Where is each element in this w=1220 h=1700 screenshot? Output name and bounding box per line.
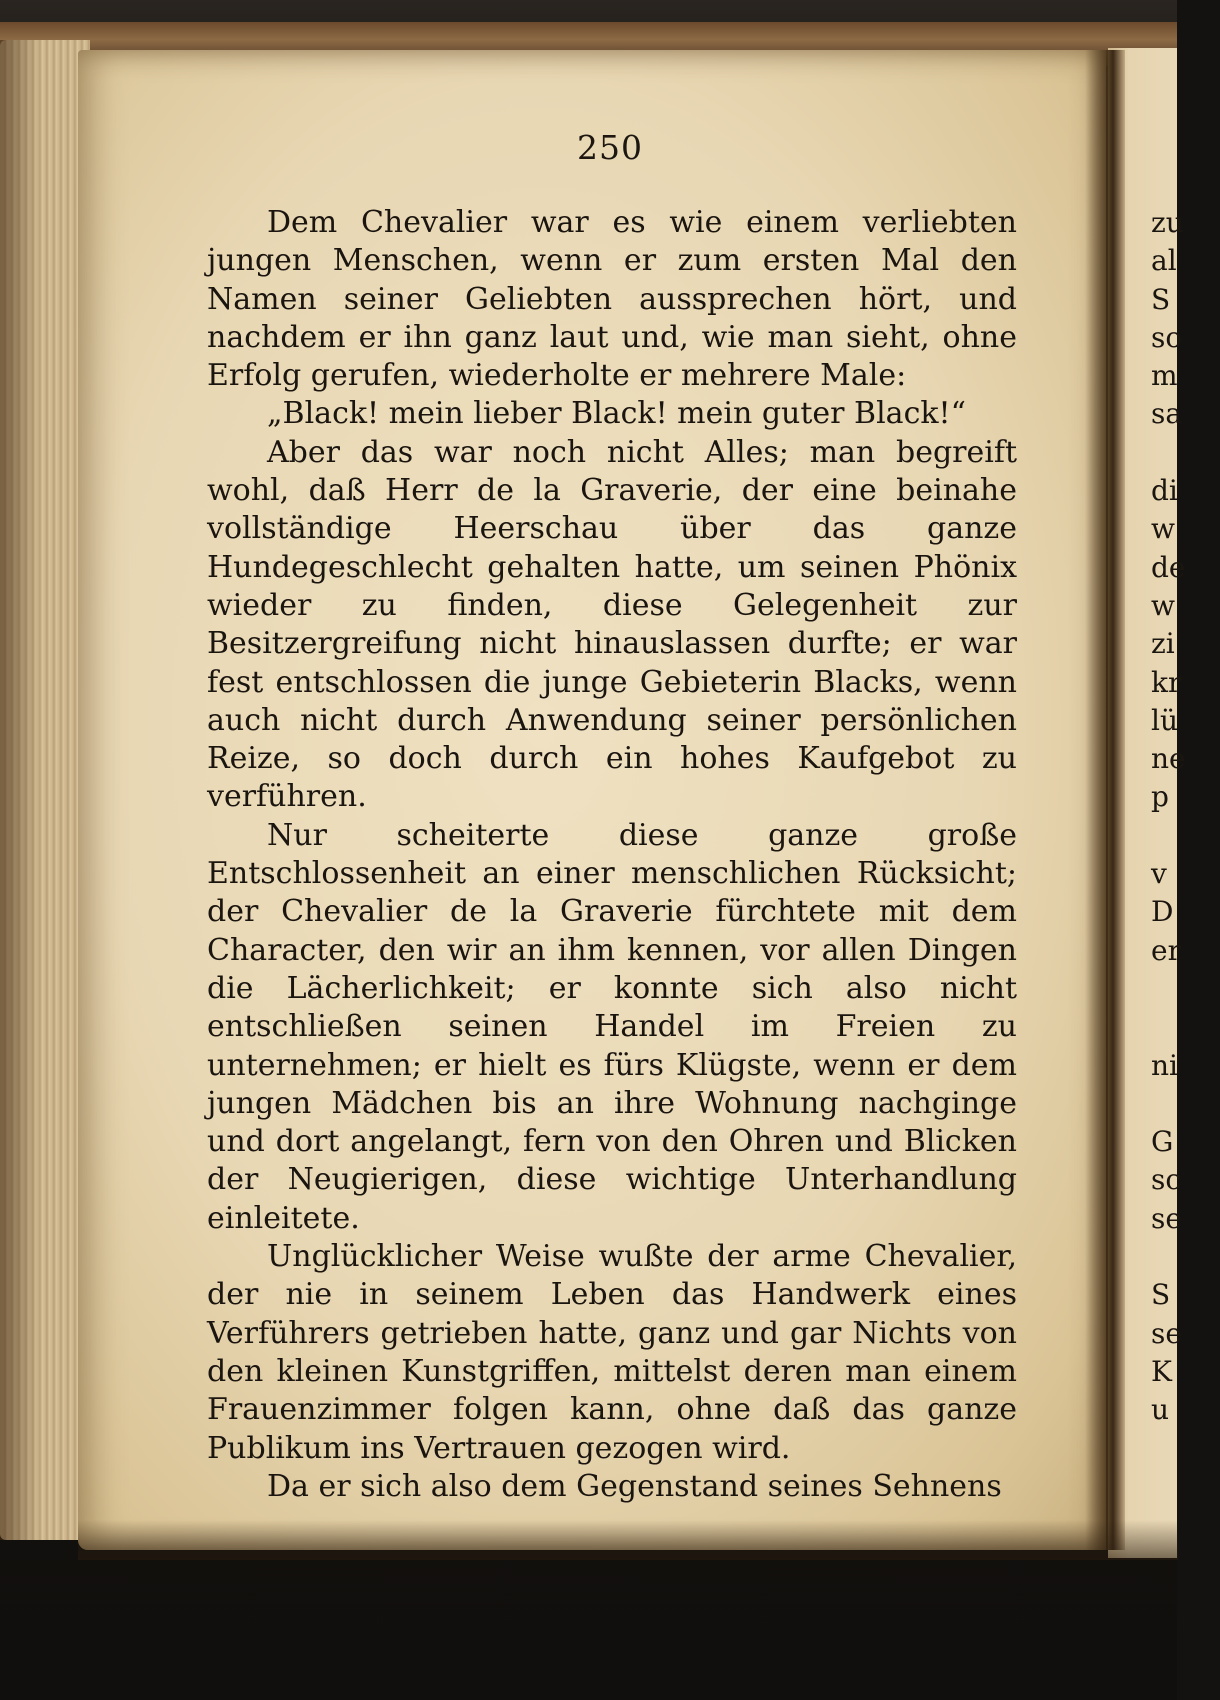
paragraph: Unglücklicher Weise wußte der arme Chevalier, der nie in seinem Leben das Handwerk eines Verführers getrieben hatte, ganz und gar Nichts von den kleinen Kunstgriffen, mittelst deren man einem Frauenzimmer folgen kann, ohne daß das ganze Publikum ins Vertrauen gezogen wird. [207,1239,1017,1466]
facing-page-fragment: D [1151,895,1174,929]
facing-page-fragment [1151,970,1181,1008]
facing-page-fragment: S [1151,282,1171,316]
facing-page-fragment [1151,817,1181,855]
facing-page-fragment: se [1151,1316,1182,1350]
facing-page-fragment: w [1151,512,1175,546]
facing-page-fragment: lü [1151,703,1178,737]
facing-page-fragment: so [1151,320,1183,354]
facing-page-fragment: sc [1151,1163,1182,1197]
paragraph: Dem Chevalier war es wie einem verliebten jungen Menschen, wenn er zum ersten Mal den Namen seiner Geliebten aussprechen hört, und nachdem er ihn ganz laut und, wie man sieht, ohne Erfolg gerufen, wiederholte er mehrere Male: [207,205,1017,394]
page-number: 250 [577,128,643,167]
facing-page-fragment: ni [1151,1048,1178,1082]
facing-page-fragment: ne [1151,742,1186,776]
paragraph: Aber das war noch nicht Alles; man begreift wohl, daß Herr de la Graverie, der eine beinahe vollständige Heerschau über das ganze Hundegeschlecht gehalten hatte, um seinen Phönix wieder zu finden, diese Gelegenheit zur Besitzergreifung nicht hinauslassen durfte; er war fest entschlossen die junge Gebieterin Blacks, wenn auch nicht durch Anwendung seiner persönlichen Reize, so doch durch ein hohes Kaufgebot zu verführen. [207,434,1017,815]
page-body-text [207,204,1017,1506]
facing-page-fragment: de [1151,550,1186,584]
facing-page-text-fragments [1151,204,1186,1430]
facing-page-fragment: w [1151,588,1175,622]
facing-page-fragment: K [1151,1354,1172,1388]
page-bottom-shadow [78,1520,1178,1560]
facing-page-fragment: p [1151,780,1169,814]
facing-page-fragment [1151,1008,1181,1046]
facing-page-fragment: kr [1151,665,1182,699]
facing-page-fragment: v [1151,857,1167,891]
facing-page-fragment: zu [1151,206,1184,239]
facing-page-fragment: G [1151,1125,1174,1159]
page-edge-shadow [0,40,40,1540]
facing-page-fragment: zi [1151,627,1175,661]
facing-page-fragment: er [1151,933,1181,967]
facing-page-fragment: S [1151,1278,1171,1312]
facing-page-fragment [1151,1085,1181,1123]
facing-page-fragment: sa [1151,397,1183,431]
facing-page-fragment [1151,434,1181,472]
facing-page-fragment: di [1151,474,1178,508]
paragraph: „Black! mein lieber Black! mein guter Black!“ [267,396,966,432]
facing-page-fragment: m [1151,359,1178,393]
book-gutter [1085,50,1125,1550]
facing-page-fragment: u [1151,1393,1170,1427]
facing-page-fragment: al [1151,244,1177,278]
paragraph: Da er sich also dem Gegenstand seines Sehnens [267,1468,1002,1504]
paragraph: Nur scheiterte diese ganze große Entschlossenheit an einer menschlichen Rücksicht; der Chevalier de la Graverie fürchtete mit dem Character, den wir an ihm kennen, vor allen Dingen die Lächerlichkeit; er konnte sich also nicht entschließen seinen Handel im Freien zu unternehmen; er hielt es fürs Klügste, wenn er dem jungen Mädchen bis an ihre Wohnung nachginge und dort angelangt, fern von den Ohren und Blicken der Neugierigen, diese wichtige Unterhandlung einleitete. [207,817,1017,1236]
facing-page-fragment [1151,1238,1181,1276]
facing-page-fragment: se [1151,1201,1182,1235]
